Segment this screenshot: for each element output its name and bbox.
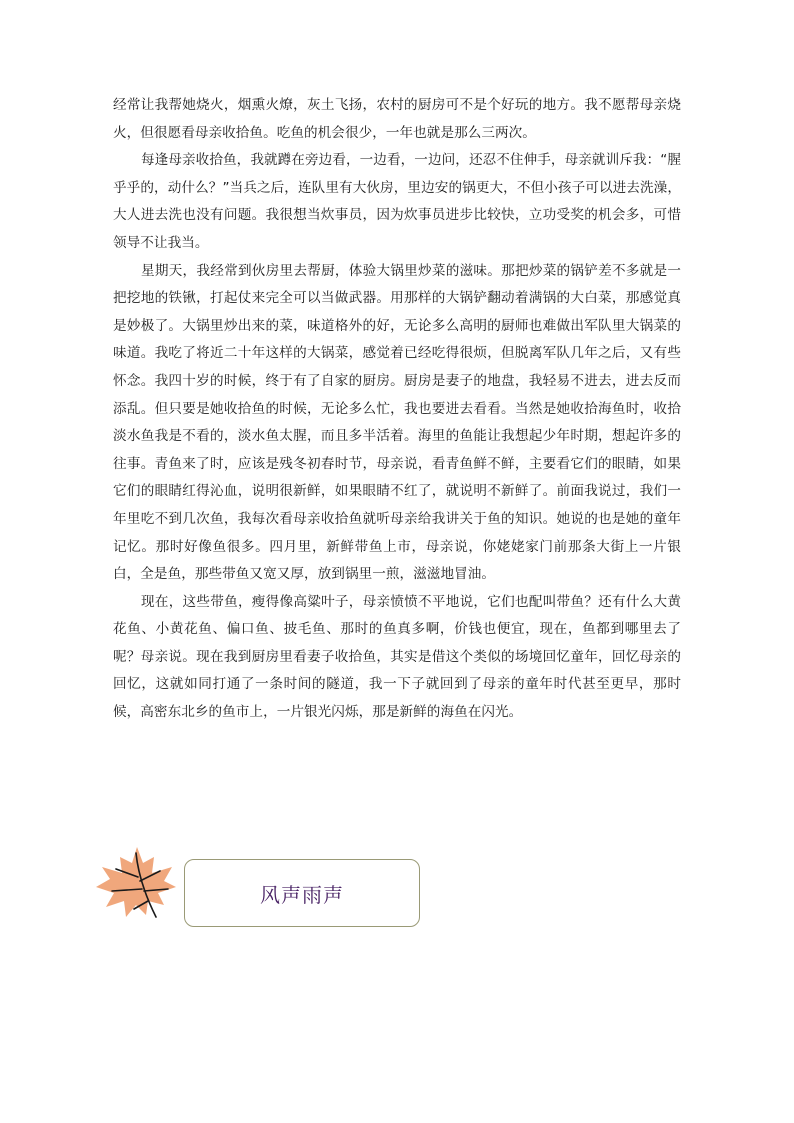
paragraph-3: 星期天，我经常到伙房里去帮厨，体验大锅里炒菜的滋味。那把炒菜的锅铲差不多就是一把挖地的铁锹，打起仗来完全可以当做武器。用那样的大锅铲翻动着满锅的大白菜，那感觉真是妙极了。大锅里炒出来的菜，味道格外的好，无论多么高明的厨师也难做出军队里大锅菜的味道。我吃了将近二十年这样的大锅菜，感觉着已经吃得很烦，但脱离军队几年之后，又有些怀念。我四十岁的时候，终于有了自家的厨房。厨房是妻子的地盘，我轻易不进去，进去反而添乱。但只要是她收拾鱼的时候，无论多么忙，我也要进去看看。当然是她收拾海鱼时，收拾淡水鱼我是不看的，淡水鱼太腥，而且多半活着。海里的鱼能让我想起少年时期，想起许多的往事。青鱼来了时，应该是残冬初春时节，母亲说，看青鱼鲜不鲜，主要看它们的眼睛，如果它们的眼睛红得沁血，说明很新鲜，如果眼睛不红了，就说明不新鲜了。前面我说过，我们一年里吃不到几次鱼，我每次看母亲收拾鱼就听母亲给我讲关于鱼的知识。她说的也是她的童年记忆。那时好像鱼很多。四月里，新鲜带鱼上市，母亲说，你姥姥家门前那条大街上一片银白，全是鱼，那些带鱼又宽又厚，放到锅里一煎，滋滋地冒油。 <box>113 262 681 583</box>
section-title: 风声雨声 <box>260 882 344 907</box>
maple-leaf-icon <box>92 843 178 927</box>
section-title-box <box>184 859 420 927</box>
paragraph-1: 经常让我帮她烧火，烟熏火燎，灰土飞扬，农村的厨房可不是个好玩的地方。我不愿帮母亲烧火，但很愿看母亲收拾鱼。吃鱼的机会很少，一年也就是那么三两次。 <box>113 97 681 141</box>
article-body <box>113 92 681 727</box>
paragraph-2: 每逢母亲收拾鱼，我就蹲在旁边看，一边看，一边问，还忍不住伸手，母亲就训斥我：“腥乎乎的，动什么？”当兵之后，连队里有大伙房，里边安的锅更大，不但小孩子可以进去洗澡，大人进去洗也没有问题。我很想当炊事员，因为炊事员进步比较快，立功受奖的机会多，可惜领导不让我当。 <box>113 152 681 251</box>
section-header <box>92 843 432 933</box>
paragraph-4: 现在，这些带鱼，瘦得像高粱叶子，母亲愤愤不平地说，它们也配叫带鱼？还有什么大黄花鱼、小黄花鱼、偏口鱼、披毛鱼、那时的鱼真多啊，价钱也便宜，现在，鱼都到哪里去了呢？母亲说。现在我到厨房里看妻子收拾鱼，其实是借这个类似的场境回忆童年，回忆母亲的回忆，这就如同打通了一条时间的隧道，我一下子就回到了母亲的童年时代甚至更早，那时候，高密东北乡的鱼市上，一片银光闪烁，那是新鲜的海鱼在闪光。 <box>113 593 681 721</box>
